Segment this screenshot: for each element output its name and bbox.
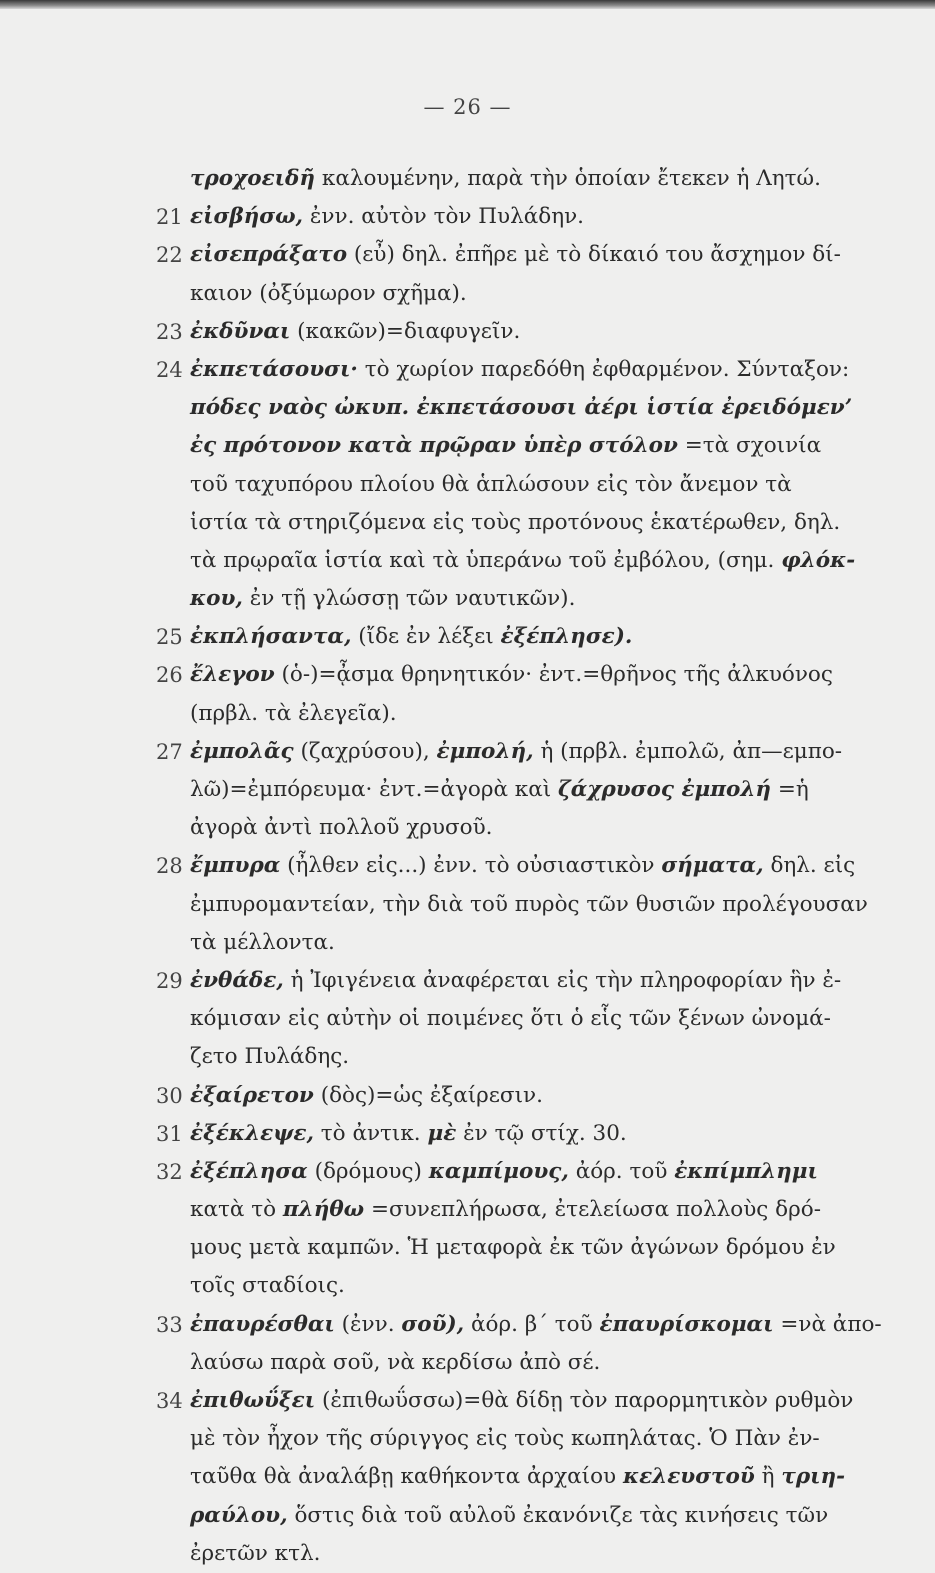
text-line <box>190 1267 890 1305</box>
gloss-text: λαύσω παρὰ σοῦ, νὰ κερδίσω ἀπὸ σέ. <box>190 1349 601 1375</box>
gloss-text: (ἐπιθωΰσσω)=θὰ δίδῃ τὸν παρορμητικὸν ρυθμὸν <box>322 1388 854 1413</box>
entry-number: 25 <box>156 625 183 650</box>
text-line <box>156 656 890 694</box>
lemma-text: ἐμπολή, <box>436 738 534 764</box>
lemma-text: ἐνθάδε, <box>190 967 284 993</box>
text-line <box>156 1382 890 1420</box>
gloss-text: ὅστις διὰ τοῦ αὐλοῦ ἐκανόνιζε τὰς κινήσεις τῶν <box>294 1502 829 1528</box>
gloss-text: (δὸς)=ὡς ἐξαίρεσιν. <box>320 1082 543 1108</box>
lemma-text: σήματα, <box>661 853 764 879</box>
gloss-text: =συνεπλήρωσα, ἐτελείωσα πολλοὺς δρό- <box>371 1197 821 1223</box>
gloss-text: ἐμπυρομαντείαν, τὴν διὰ τοῦ πυρὸς τῶν θυσιῶν προλέγουσαν <box>190 891 868 917</box>
lemma-text: ἐξέπλησε). <box>500 624 633 650</box>
text-line <box>190 809 890 847</box>
lemma-text: ἐξαίρετον <box>190 1082 314 1108</box>
gloss-text: (ὁ-)=ᾆσμα θρηνητικόν· ἐντ.=θρῆνος τῆς ἀλκυόνος <box>281 662 833 688</box>
gloss-text: (εὖ) δηλ. ἐπῆρε μὲ τὸ δίκαιό του ἄσχημον δί- <box>353 242 841 268</box>
lemma-text: ἐκπίμπλημι <box>674 1158 818 1184</box>
lemma-text: ἐπαυρίσκομαι <box>599 1311 774 1337</box>
gloss-text: καλουμένην, παρὰ τὴν ὁποίαν ἔτεκεν ἡ Λητώ. <box>321 166 821 191</box>
lemma-text: ἐς πρότονον κατὰ πρῷραν ὑπὲρ στόλον <box>190 433 678 459</box>
gloss-text: (δρόμους) <box>314 1158 422 1184</box>
text-line <box>190 1038 890 1076</box>
gloss-text: τὰ πρῳραῖα ἱστία καὶ τὰ ὑπεράνω τοῦ ἐμβόλου, (σημ. <box>190 547 775 573</box>
lemma-text: ἐμπολᾶς <box>190 738 294 764</box>
text-line <box>190 1191 890 1229</box>
entry-number: 30 <box>156 1083 183 1108</box>
gloss-text: ἐρετῶν κτλ. <box>190 1540 321 1566</box>
text-line <box>156 1153 890 1191</box>
gloss-text: ἐν τῷ στίχ. 30. <box>463 1120 627 1146</box>
gloss-text: ζετο Πυλάδης. <box>190 1044 350 1070</box>
text-line <box>156 313 890 351</box>
lemma-text: ἐξέκλεψε, <box>190 1120 314 1146</box>
gloss-text: (ἴδε ἐν λέξει <box>358 624 494 650</box>
text-line <box>190 695 890 733</box>
lemma-text: ἐπαυρέσθαι <box>190 1311 335 1337</box>
text-line <box>156 1077 890 1115</box>
gloss-text: κόμισαν εἰς αὐτὴν οἱ ποιμένες ὅτι ὁ εἷς τῶν ξένων ὠνομά- <box>190 1006 831 1032</box>
lemma-text: ἐξέπλησα <box>190 1158 308 1184</box>
gloss-text: κατὰ τὸ <box>190 1197 277 1223</box>
entry-number: 31 <box>156 1121 183 1146</box>
gloss-text: ἡ (πρβλ. ἐμπολῶ, ἀπ—εμπο- <box>540 738 843 764</box>
lemma-text: τροχοειδῆ <box>190 166 316 191</box>
gloss-text: (πρβλ. τὰ ἐλεγεῖα). <box>190 700 397 726</box>
gloss-text: ἢ <box>761 1464 775 1490</box>
text-line <box>156 198 890 236</box>
lemma-text: πλήθω <box>282 1197 365 1223</box>
lemma-text: ἐκπετάσουσι· <box>190 356 358 382</box>
entry-number: 33 <box>156 1312 183 1337</box>
gloss-text: =ἡ <box>777 777 809 802</box>
lemma-text: ἐκδῦναι <box>190 318 291 344</box>
lemma-text: τριη- <box>781 1464 846 1490</box>
text-line <box>190 1497 890 1535</box>
lemma-text: ἔλεγον <box>190 662 275 688</box>
text-line <box>190 924 890 962</box>
lemma-text: ἔμπυρα <box>190 853 281 879</box>
gloss-text: ἀόρ. β΄ τοῦ <box>471 1311 593 1337</box>
gloss-text: δηλ. εἰς <box>770 853 856 879</box>
gloss-text: (ζαχρύσου), <box>300 738 430 764</box>
gloss-text: τὸ χωρίον παρεδόθη ἐφθαρμένον. Σύνταξον: <box>364 356 850 382</box>
text-line <box>156 236 890 274</box>
text-line <box>190 160 890 198</box>
gloss-text: ἱστία τὰ στηριζόμενα εἰς τοὺς προτόνους ἑκατέρωθεν, δηλ. <box>190 509 841 535</box>
lemma-text: σοῦ), <box>401 1311 465 1337</box>
text-line <box>190 427 890 465</box>
entry-number: 27 <box>156 739 183 764</box>
gloss-text: (ἦλθεν εἰς...) ἐνν. τὸ οὐσιαστικὸν <box>287 853 655 879</box>
gloss-text: ἀγορὰ ἀντὶ πολλοῦ χρυσοῦ. <box>190 815 493 841</box>
entry-number: 24 <box>156 357 183 382</box>
text-line <box>190 1229 890 1267</box>
entry-number: 22 <box>156 243 183 268</box>
lemma-text: ἐπιθωΰξει <box>190 1388 316 1413</box>
gloss-text: μὲ τὸν ἦχον τῆς σύριγγος εἰς τοὺς κωπηλάτας. Ὁ Πὰν ἐν- <box>190 1426 820 1452</box>
gloss-text: (κακῶν)=διαφυγεῖν. <box>297 318 521 344</box>
text-line <box>190 542 890 580</box>
lemma-text: φλόκ- <box>781 547 856 573</box>
entry-number: 34 <box>156 1389 183 1413</box>
gloss-text: λῶ)=ἐμπόρευμα· ἐντ.=ἀγορὰ καὶ <box>190 777 552 802</box>
entry-number: 29 <box>156 968 183 993</box>
gloss-text: ἐνν. αὐτὸν τὸν Πυλάδην. <box>309 204 585 230</box>
text-line <box>156 962 890 1000</box>
gloss-text: (ἐνν. <box>341 1311 395 1337</box>
lemma-text: μὲ <box>427 1120 457 1146</box>
gloss-text: ἡ Ἰφιγένεια ἀναφέρεται εἰς τὴν πληροφορίαν ἣν ἐ- <box>290 967 842 993</box>
gloss-text: =τὰ σχοινία <box>684 433 822 459</box>
lemma-text: καμπίμους, <box>428 1158 569 1184</box>
lemma-text: εἰσεπράξατο <box>190 242 348 268</box>
text-line <box>190 886 890 924</box>
text-line <box>190 275 890 313</box>
entry-number: 26 <box>156 663 183 688</box>
text-line <box>190 1535 890 1573</box>
gloss-text: καιον (ὀξύμωρον σχῆμα). <box>190 280 467 306</box>
lemma-text: πόδες ναὸς ὠκυπ. ἐκπετάσουσι ἀέρι ἱστία ἐρειδόμεν’ <box>190 395 853 421</box>
gloss-text: ἀόρ. τοῦ <box>575 1158 668 1184</box>
text-line <box>190 1420 890 1458</box>
page-number: — 26 — <box>423 95 512 119</box>
lemma-text: κελευστοῦ <box>622 1464 755 1490</box>
lemma-text: κου, <box>190 586 243 612</box>
text-line <box>156 733 890 771</box>
text-line <box>190 389 890 427</box>
text-line <box>190 466 890 504</box>
lemma-text: ἐκπλήσαντα, <box>190 624 352 650</box>
gloss-text: τὸ ἀντικ. <box>320 1120 421 1146</box>
text-line <box>156 847 890 885</box>
gloss-text: τοῦ ταχυπόρου πλοίου θὰ ἁπλώσουν εἰς τὸν ἄνεμον τὰ <box>190 471 792 497</box>
gloss-text: ἐν τῇ γλώσσῃ τῶν ναυτικῶν). <box>249 586 576 612</box>
gloss-text: =νὰ ἀπο- <box>780 1311 882 1337</box>
scan-edge <box>0 0 935 9</box>
gloss-text: μους μετὰ καμπῶν. Ἡ μεταφορὰ ἐκ τῶν ἀγώνων δρόμου ἐν <box>190 1235 836 1261</box>
entry-number: 28 <box>156 854 183 879</box>
text-line <box>156 1115 890 1153</box>
gloss-text: ταῦθα θὰ ἀναλάβῃ καθήκοντα ἀρχαίου <box>190 1464 617 1490</box>
text-line <box>190 504 890 542</box>
lemma-text: ζάχρυσος ἐμπολή <box>558 777 772 802</box>
text-line <box>156 351 890 389</box>
entry-number: 32 <box>156 1159 183 1184</box>
entry-number: 21 <box>156 205 183 230</box>
text-line <box>156 1306 890 1344</box>
text-line <box>190 1000 890 1038</box>
text-line <box>190 1344 890 1382</box>
text-line <box>190 771 890 809</box>
lemma-text: ραύλου, <box>190 1502 288 1528</box>
text-line <box>190 1458 890 1496</box>
lemma-text: εἰσβήσω, <box>190 204 304 230</box>
entry-number: 23 <box>156 319 183 344</box>
gloss-text: τοῖς σταδίοις. <box>190 1273 345 1299</box>
text-line <box>190 580 890 618</box>
gloss-text: τὰ μέλλοντα. <box>190 929 335 955</box>
commentary-text <box>156 160 890 1573</box>
text-line <box>156 618 890 656</box>
